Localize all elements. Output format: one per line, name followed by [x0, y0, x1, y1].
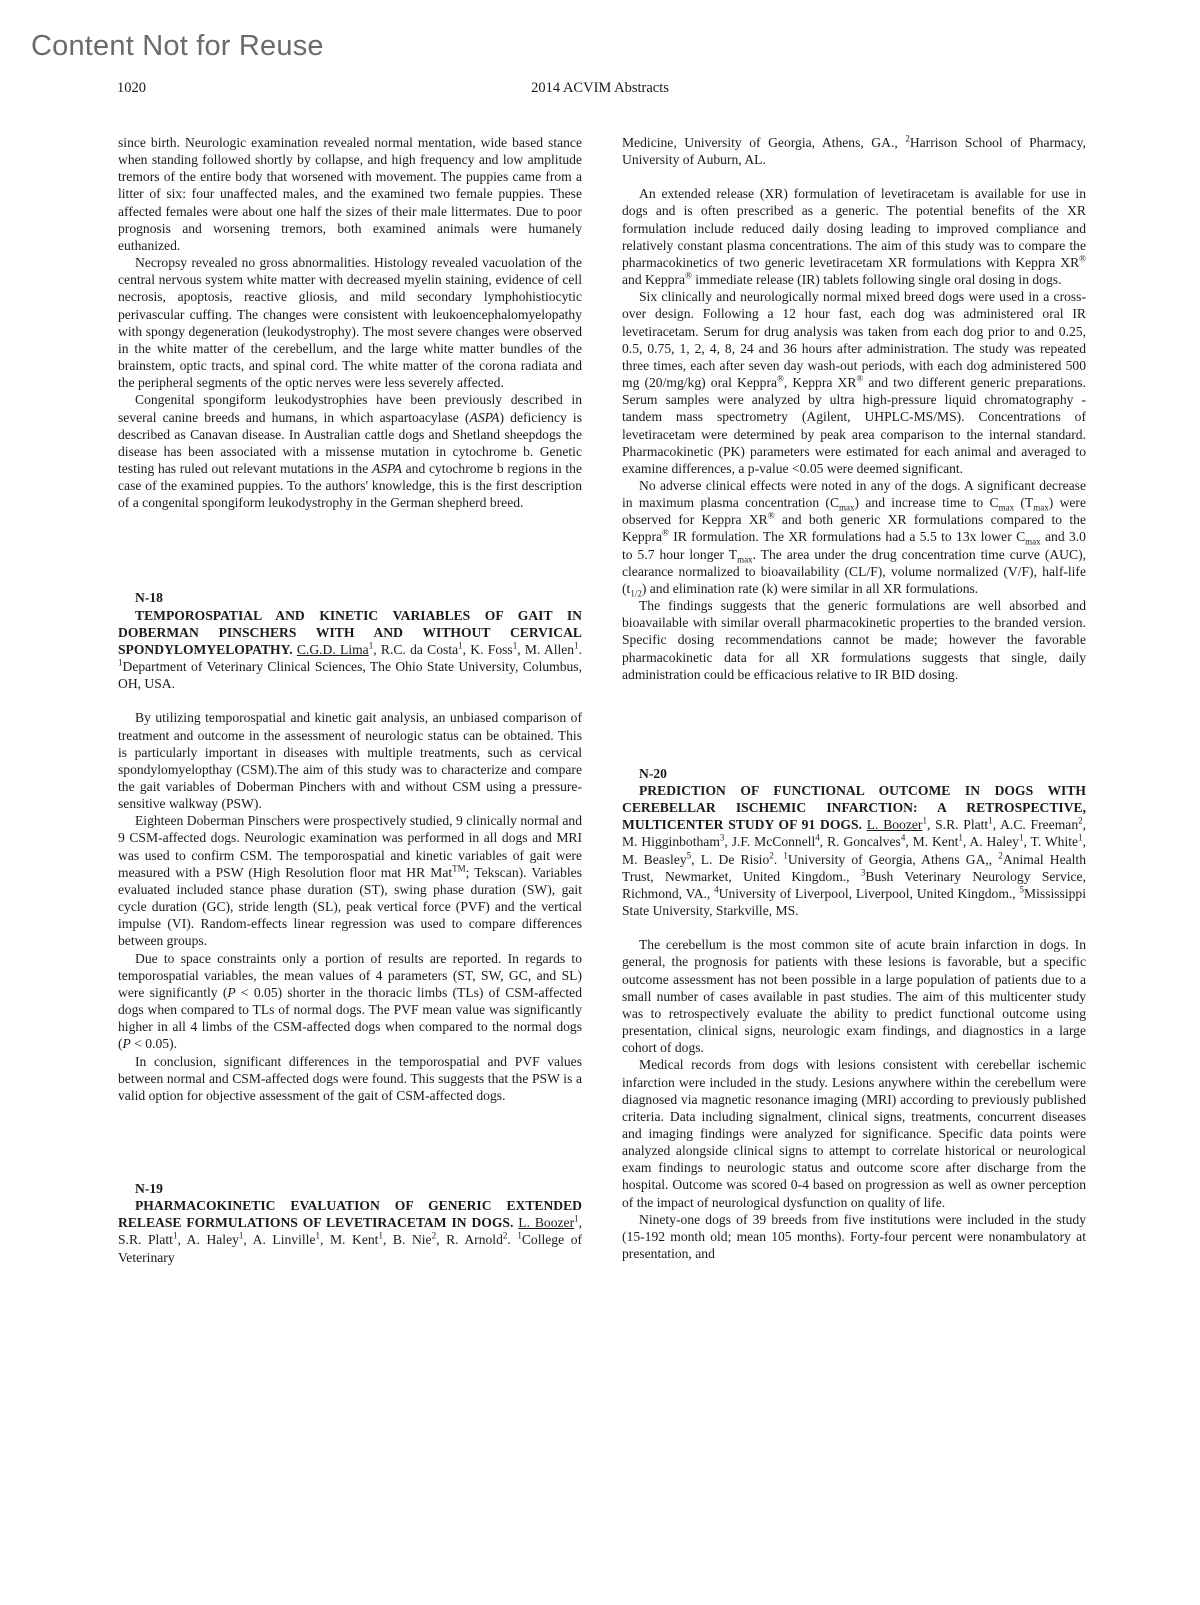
- right-column: [622, 134, 1086, 1262]
- abstract-n18: [118, 589, 582, 1104]
- continuation-paragraph: Congenital spongiform leukodystrophies have been previously described in several canine breeds and humans, in which aspartoacylase (ASPA) deficiency is described as Canavan disease. In Australian cattle dogs and Shetland sheepdogs the disease has been associated with a missense mutation in cytochrome b. Genetic testing has ruled out relevant mutations in the ASPA and cytochrome b regions in the case of the examined puppies. To the authors' knowledge, this is the first description of a congenital spongiform leukodystrophy in the German shepherd breed.: [118, 392, 582, 511]
- abstract-paragraph: The findings suggests that the generic formulations are well absorbed and bioavailable with similar overall pharmacokinetic properties to the branded version. Specific dosing recommendations cannot be made; however the favorable pharmacokinetic data for all XR formulations suggests that single, daily administration could be efficacious relative to IR BID dosing.: [622, 598, 1086, 682]
- watermark: Content Not for Reuse: [31, 30, 324, 62]
- abstract-title: PHARMACOKINETIC EVALUATION OF GENERIC EXTENDED RELEASE FORMULATIONS OF LEVETIRACETAM IN DOGS.: [118, 1198, 582, 1231]
- abstract-paragraph: No adverse clinical effects were noted in any of the dogs. A significant decrease in maximum plasma concentration $(C_{max})$ and increase time to $C_{max}$ $(T_{max})$ were observed for Keppra XR® and both generic XR formulations compared to the Keppra® IR formulation. The XR formulations had a 5.5 to 13x lower $C_{max}$ and 3.0 to 5.7 hour longer $T_{max}$. The area under the drug concentration time curve (AUC), clearance normalized to bioavailability (CL/F), volume normalized (V/F), half-life $(t_{1/2})$ and elimination rate (k) were similar in all XR formulations.: [622, 477, 1086, 599]
- abstract-paragraph: Ninety-one dogs of 39 breeds from five institutions were included in the study (15-192 month old; mean 105 months). Forty-four percent were nonambulatory at presentation, and: [622, 1211, 1086, 1262]
- abstract-title-authors: PREDICTION OF FUNCTIONAL OUTCOME IN DOGS WITH CEREBELLAR ISCHEMIC INFARCTION: A RETROSPECTIVE, MULTICENTER STUDY OF 91 DOGS. L. Boozer$^1$, S.R. Platt$^1$, A.C. Freeman$^2$, M. Higginbotham$^3$, J.F. McConnell$^4$, R. Goncalves$^4$, M. Kent$^1$, A. Haley$^1$, T. White$^1$, M. Beasley$^5$, L. De Risio$^2$. $^1$University of Georgia, Athens GA,, $^2$Animal Health Trust, Newmarket, United Kingdom., $^3$Bush Veterinary Neurology Service, Richmond, VA., $^4$University of Liverpool, Liverpool, United Kingdom., $^5$Mississippi State University, Starkville, MS.: [622, 783, 1087, 919]
- abstract-paragraph: Due to space constraints only a portion of results are reported. In regards to temporospatial variables, the mean values of 4 parameters (ST, SW, GC, and SL) were significantly (P < 0.05) shorter in the thoracic limbs (TLs) of CSM-affected dogs when compared to TLs of normal dogs. The PVF mean value was significantly higher in all 4 limbs of the CSM-affected dogs when compared to the normal dogs (P < 0.05).: [118, 950, 582, 1052]
- abstract-n19: [118, 1180, 582, 1266]
- presenting-author: L. Boozer: [866, 817, 923, 833]
- abstract-title-authors: TEMPOROSPATIAL AND KINETIC VARIABLES OF GAIT IN DOBERMAN PINSCHERS WITH AND WITHOUT CERVICAL SPONDYLOMYELOPATHY. C.G.D. Lima$^1$, R.C. da Costa$^1$, K. Foss$^1$, M. Allen$^1$. $^1$Department of Veterinary Clinical Sciences, The Ohio State University, Columbus, OH, USA.: [118, 607, 582, 692]
- abstract-paragraph: The cerebellum is the most common site of acute brain infarction in dogs. In general, the prognosis for patients with these lesions is favorable, but a specific outcome assessment has not been possible in a large population of patients due to a small number of cases available in past studies. The aim of this multicenter study was to retrospectively evaluate the ability to predict functional outcome using presentation, clinical signs, neurologic exam findings, and diagnostics in a large cohort of dogs.: [622, 937, 1086, 1056]
- continuation-paragraph: since birth. Neurologic examination revealed normal mentation, wide based stance when standing followed shortly by collapse, and high frequency and low amplitude tremors of the entire body that worsened with movement. The puppies came from a litter of six: four unaffected males, and the examined two female puppies. These affected females were about one half the sizes of their male littermates. Due to poor prognosis and worsening tremors, both examined animals were humanely euthanized.: [118, 135, 582, 253]
- abstract-title: PREDICTION OF FUNCTIONAL OUTCOME IN DOGS WITH CEREBELLAR ISCHEMIC INFARCTION: A RETROSPECTIVE, MULTICENTER STUDY OF 91 DOGS.: [622, 783, 1086, 833]
- abstract-paragraph: Medical records from dogs with lesions consistent with cerebellar ischemic infarction were included in the study. Lesions anywhere within the cerebellum were diagnosed via magnetic resonance imaging (MRI) according to previously published criteria. Data including signalment, clinical signs, treatments, concurrent diseases and imaging findings were analyzed for significance. Specific data points were analyzed alongside clinical signs to attempt to correlate historical or neurological exam findings to neurologic status and outcome score after discharge from the hospital. Outcome was scored 0-4 based on progression as well as owner perception of the impact of neurological dysfunction on quality of life.: [622, 1057, 1086, 1210]
- abstract-n20: [622, 765, 1086, 1262]
- continuation-paragraph: Necropsy revealed no gross abnormalities. Histology revealed vacuolation of the central nervous system white matter with decreased myelin staining, evidence of cell necrosis, apoptosis, reactive gliosis, and mild secondary lymphohistiocytic perivascular cuffing. The changes were consistent with leukoencephalomyelopathy with spongy degeneration (leukodystrophy). The most severe changes were observed in the white matter of the cerebellum, and the large white matter bundles of the brainstem, optic tracts, and spinal cord. The white matter of the corona radiata and the peripheral segments of the optic nerves were less severely affected.: [118, 255, 582, 391]
- abstract-paragraph: Eighteen Doberman Pinschers were prospectively studied, 9 clinically normal and 9 CSM-affected dogs. Neurologic examination was performed in all dogs and MRI was used to confirm CSM. The temporospatial and kinetic variables of gait were measured with a PSW (High Resolution floor mat HR Mat™; Tekscan). Variables evaluated included stance phase duration (ST), swing phase duration (SW), gait cycle duration (GC), stride length (SL), peak vertical force (PVF) and the vertical impulse (VI). Random-effects linear regression was used to compare differences between groups.: [118, 813, 582, 949]
- affiliation-continuation: Medicine, University of Georgia, Athens, GA., $^2$Harrison School of Pharmacy, University of Auburn, AL.: [622, 133, 1086, 168]
- presenting-author: C.G.D. Lima: [296, 641, 369, 657]
- abstract-paragraph: By utilizing temporospatial and kinetic gait analysis, an unbiased comparison of treatment and outcome in the assessment of neurologic status can be obtained. This is particularly important in diseases with multiple treatments, such as cervical spondylomyelopthay (CSM).The aim of this study was to characterize and compare the gait variables of Doberman Pinchers with and without CSM using a pressure-sensitive walkway (PSW).: [118, 710, 582, 812]
- affiliation: Department of Veterinary Clinical Sciences, The Ohio State University, Columbus, OH, USA.: [118, 659, 582, 692]
- affiliation: College of Veterinary: [118, 1232, 583, 1265]
- abstract-id: N-19: [135, 1180, 163, 1196]
- left-column: [118, 134, 582, 1266]
- abstract-id: N-18: [135, 590, 163, 606]
- presenting-author: L. Boozer: [518, 1215, 575, 1231]
- abstract-paragraph: Six clinically and neurologically normal mixed breed dogs were used in a cross-over design. Following a 12 hour fast, each dog was administered oral IR levetiracetam. Serum for drug analysis was taken from each dog prior to and 0.25, 0.5, 0.75, 1, 2, 4, 8, 24 and 36 hours after administration. The study was repeated three times, each after seven day wash-out periods, with each dog administered 500 mg (20/mg/kg) oral Keppra®, Keppra XR® and two different generic preparations. Serum samples were analyzed by ultra high-pressure liquid chromatography - tandem mass spectrometry (Agilent, UHPLC-MS/MS). Concentrations of levetiracetam were determined by peak area comparison to the internal standard. Pharmacokinetic (PK) parameters were estimated for each animal and averaged to examine differences, a p-value <0.05 were deemed significant.: [622, 289, 1086, 476]
- abstract-title-authors: PHARMACOKINETIC EVALUATION OF GENERIC EXTENDED RELEASE FORMULATIONS OF LEVETIRACETAM IN DOGS. L. Boozer$^1$, S.R. Platt$^1$, A. Haley$^1$, A. Linville$^1$, M. Kent$^1$, B. Nie$^2$, R. Arnold$^2$. $^1$College of Veterinary: [118, 1198, 583, 1265]
- running-title: 2014 ACVIM Abstracts: [531, 80, 669, 96]
- abstract-paragraph: An extended release (XR) formulation of levetiracetam is available for use in dogs and is often prescribed as a generic. The potential benefits of the XR formulation include reduced daily dosing leading to improved compliance and relatively constant plasma concentrations. The aim of this study was to compare the pharmacokinetics of two generic levetiracetam XR formulations with Keppra XR® and Keppra® immediate release (IR) tablets following single oral dosing in dogs.: [622, 186, 1086, 288]
- abstract-title: TEMPOROSPATIAL AND KINETIC VARIABLES OF GAIT IN DOBERMAN PINSCHERS WITH AND WITHOUT CERVICAL SPONDYLOMYELOPATHY.: [118, 607, 582, 657]
- abstract-paragraph: In conclusion, significant differences in the temporospatial and PVF values between normal and CSM-affected dogs were found. This suggests that the PSW is a valid option for objective assessment of the gait of CSM-affected dogs.: [118, 1053, 582, 1103]
- abstract-id: N-20: [639, 765, 667, 781]
- page-number: 1020: [117, 80, 146, 96]
